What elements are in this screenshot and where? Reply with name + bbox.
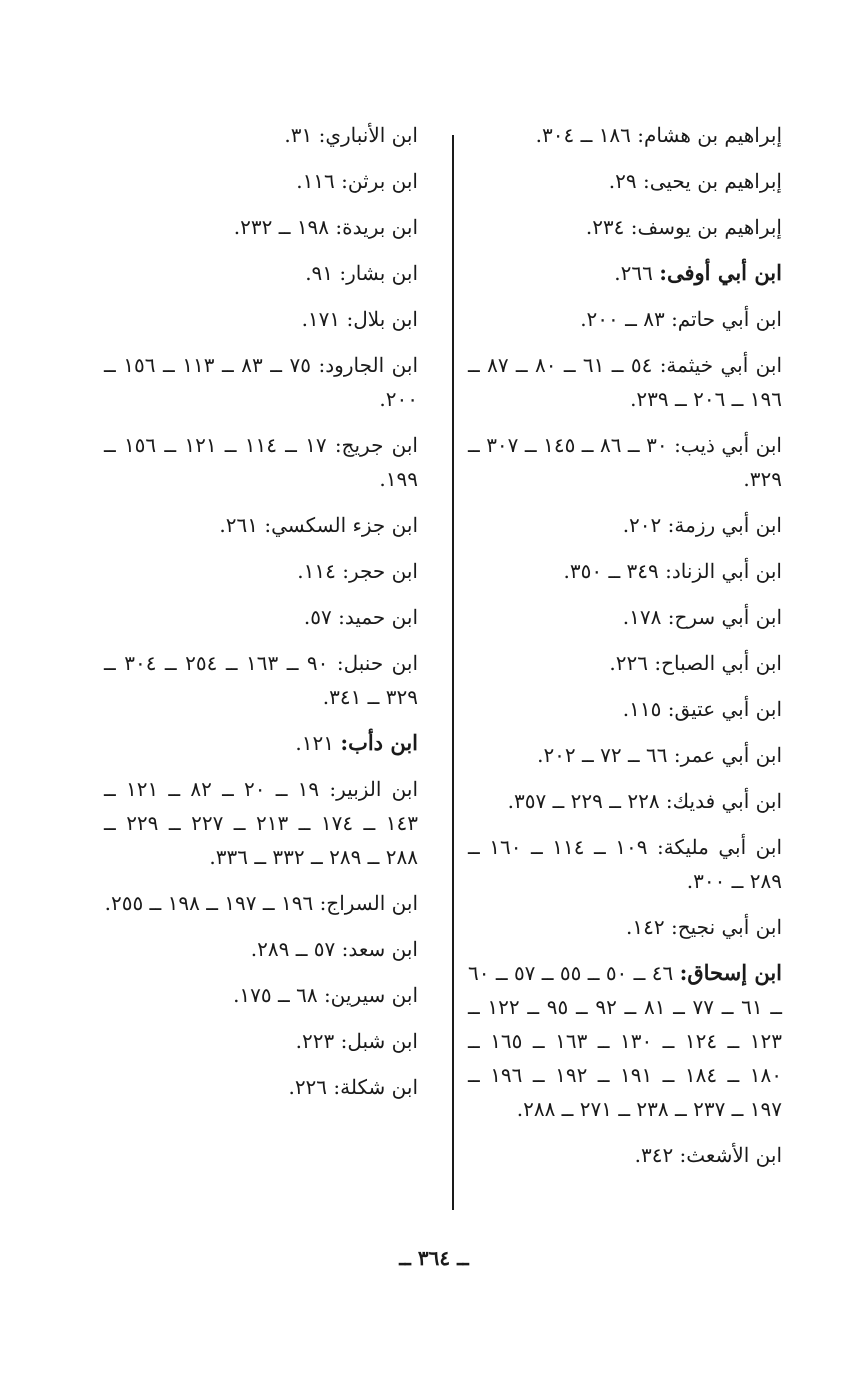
entry-page-refs: ١٩ ــ ٢٠ ــ ٨٢ ــ ١٢١ ــ ١٤٣ ــ ١٧٤ ــ ٢١٣ ــ ٢٢٧ ــ ٢٢٩ ــ ٢٨٨ ــ ٢٨٩ ــ ٣٣٢ ــ ٣٣٦. xyxy=(104,777,418,869)
column-divider xyxy=(452,135,454,1210)
index-entry xyxy=(468,784,782,818)
index-entry xyxy=(468,554,782,588)
entry-name: ابن سيرين: xyxy=(323,983,418,1007)
entry-name: ابن سعد: xyxy=(341,937,418,961)
index-entry xyxy=(468,956,782,1126)
entry-page-refs: ١٧٨. xyxy=(622,605,662,629)
index-entry xyxy=(104,646,418,714)
entry-page-refs: ٢٢٦. xyxy=(288,1075,328,1099)
index-entry xyxy=(104,428,418,496)
entry-name: ابن الجارود: xyxy=(318,353,419,377)
index-entry xyxy=(104,726,418,760)
entry-page-refs: ٩١. xyxy=(305,261,334,285)
entry-name: ابن جريج: xyxy=(334,433,418,457)
entry-name: ابن الأنباري: xyxy=(318,123,418,147)
entry-name: ابن شبل: xyxy=(340,1029,418,1053)
entry-page-refs: ٢٣٤. xyxy=(585,215,625,239)
entry-page-refs: ١٩٨ ــ ٢٣٢. xyxy=(233,215,330,239)
entry-name: ابن أبي فديك: xyxy=(665,789,782,813)
entry-name: ابن الأشعث: xyxy=(679,1143,782,1167)
entry-name: ابن الزبير: xyxy=(329,777,419,801)
index-entry xyxy=(468,164,782,198)
index-entry xyxy=(104,886,418,920)
entry-page-refs: ١٨٦ ــ ٣٠٤. xyxy=(535,123,631,147)
index-entry xyxy=(468,210,782,244)
entry-page-refs: ٢٦١. xyxy=(219,513,258,537)
index-entry xyxy=(468,302,782,336)
index-entry xyxy=(104,118,418,152)
entry-name: إبراهيم بن يوسف: xyxy=(630,215,782,239)
entry-page-refs: ٢٠٢. xyxy=(622,513,662,537)
index-entry xyxy=(468,256,782,290)
index-entry xyxy=(468,1138,782,1172)
index-entry xyxy=(468,508,782,542)
entry-name: إبراهيم بن هشام: xyxy=(637,123,782,147)
entry-name: ابن أبي رزمة: xyxy=(667,513,782,537)
index-entry xyxy=(468,118,782,152)
index-entry xyxy=(468,738,782,772)
entry-name: ابن أبي الصباح: xyxy=(654,651,782,675)
index-entry xyxy=(104,210,418,244)
entry-name: ابن أبي الزناد: xyxy=(665,559,782,583)
entry-name: ابن أبي أوفى: xyxy=(659,260,782,285)
entry-page-refs: ١٢١. xyxy=(295,731,334,755)
index-column-right xyxy=(468,118,782,1184)
entry-page-refs: ٢٢٨ ــ ٢٢٩ ــ ٣٥٧. xyxy=(507,789,660,813)
entry-page-refs: ٦٨ ــ ١٧٥. xyxy=(233,983,318,1007)
entry-page-refs: ١٠٩ ــ ١١٤ ــ ١٦٠ ــ ٢٨٩ ــ ٣٠٠. xyxy=(468,835,782,893)
entry-page-refs: ١٧ ــ ١١٤ ــ ١٢١ ــ ١٥٦ ــ ١٩٩. xyxy=(104,433,418,491)
index-column-left xyxy=(104,118,418,1116)
index-entry xyxy=(104,302,418,336)
entry-name: ابن بشار: xyxy=(339,261,418,285)
index-entry xyxy=(104,164,418,198)
entry-page-refs: ٩٠ ــ ١٦٣ ــ ٢٥٤ ــ ٣٠٤ ــ ٣٢٩ ــ ٣٤١. xyxy=(104,651,418,709)
entry-name: ابن إسحاق: xyxy=(679,960,783,985)
entry-page-refs: ٣٤٩ ــ ٣٥٠. xyxy=(563,559,659,583)
entry-page-refs: ١١٦. xyxy=(296,169,335,193)
entry-name: ابن أبي ذيب: xyxy=(674,433,782,457)
entry-page-refs: ٣٤٢. xyxy=(634,1143,674,1167)
entry-name: ابن حجر: xyxy=(342,559,418,583)
entry-page-refs: ٣٠ ــ ٨٦ ــ ١٤٥ ــ ٣٠٧ ــ ٣٢٩. xyxy=(468,433,782,491)
entry-page-refs: ١١٤. xyxy=(297,559,336,583)
index-entry xyxy=(104,600,418,634)
entry-page-refs: ٥٧ ــ ٢٨٩. xyxy=(250,937,336,961)
page-number: ــ ٣٦٤ ــ xyxy=(399,1246,469,1270)
entry-page-refs: ١٩٦ ــ ١٩٧ ــ ١٩٨ ــ ٢٥٥. xyxy=(104,891,314,915)
entry-page-refs: ٥٧. xyxy=(303,605,332,629)
entry-page-refs: ٢٩. xyxy=(608,169,637,193)
entry-name: ابن بلال: xyxy=(346,307,418,331)
entry-name: ابن جزء السكسي: xyxy=(264,513,418,537)
entry-name: إبراهيم بن يحيى: xyxy=(642,169,782,193)
entry-page-refs: ٦٦ ــ ٧٢ ــ ٢٠٢. xyxy=(537,743,668,767)
entry-name: ابن دأب: xyxy=(340,730,418,755)
entry-name: ابن أبي مليكة: xyxy=(656,835,782,859)
entry-page-refs: ٧٥ ــ ٨٣ ــ ١١٣ ــ ١٥٦ ــ ٢٠٠. xyxy=(104,353,418,411)
entry-name: ابن شكلة: xyxy=(333,1075,418,1099)
index-entry xyxy=(104,554,418,588)
entry-name: ابن أبي نجيح: xyxy=(670,915,782,939)
entry-page-refs: ١٧١. xyxy=(301,307,341,331)
index-entry xyxy=(468,428,782,496)
entry-page-refs: ١٤٢. xyxy=(626,915,665,939)
entry-name: ابن أبي حاتم: xyxy=(671,307,782,331)
entry-page-refs: ٤٦ ــ ٥٠ ــ ٥٥ ــ ٥٧ ــ ٦٠ ــ ٦١ ــ ٧٧ ــ ٨١ ــ ٩٢ ــ ٩٥ ــ ١٢٢ ــ ١٢٣ ــ ١٢٤ ــ ١٣٠ ــ ١٦٣ ــ ١٦٥ ــ ١٨٠ ــ ١٨٤ ــ ١٩١ ــ ١٩٢ ــ ١٩٦ ــ ١٩٧ ــ ٢٣٧ ــ ٢٣٨ ــ ٢٧١ ــ ٢٨٨. xyxy=(468,961,783,1121)
index-entry xyxy=(104,348,418,416)
index-entry xyxy=(104,508,418,542)
index-entry xyxy=(468,910,782,944)
entry-page-refs: ١١٥. xyxy=(622,697,662,721)
index-entry xyxy=(104,772,418,874)
index-entry xyxy=(468,646,782,680)
entry-name: ابن برثن: xyxy=(341,169,418,193)
index-entry xyxy=(468,348,782,416)
entry-name: ابن حنبل: xyxy=(336,651,419,675)
index-entry xyxy=(104,978,418,1012)
entry-name: ابن السراج: xyxy=(319,891,418,915)
index-entry xyxy=(468,830,782,898)
entry-page-refs: ٢٢٣. xyxy=(295,1029,335,1053)
entry-page-refs: ٨٣ ــ ٢٠٠. xyxy=(580,307,665,331)
entry-name: ابن حميد: xyxy=(338,605,418,629)
entry-name: ابن أبي سرح: xyxy=(667,605,782,629)
entry-page-refs: ٢٢٦. xyxy=(609,651,648,675)
index-entry xyxy=(468,600,782,634)
entry-name: ابن أبي عمر: xyxy=(673,743,782,767)
index-entry xyxy=(468,692,782,726)
entry-page-refs: ٣١. xyxy=(284,123,313,147)
entry-page-refs: ٢٦٦. xyxy=(614,261,653,285)
entry-name: ابن أبي خيثمة: xyxy=(659,353,782,377)
entry-name: ابن أبي عتيق: xyxy=(667,697,782,721)
entry-page-refs: ٥٤ ــ ٦١ ــ ٨٠ ــ ٨٧ ــ ١٩٦ ــ ٢٠٦ ــ ٢٣٩. xyxy=(468,353,782,411)
index-entry xyxy=(104,1024,418,1058)
entry-name: ابن بريدة: xyxy=(335,215,418,239)
index-entry xyxy=(104,1070,418,1104)
index-entry xyxy=(104,932,418,966)
index-entry xyxy=(104,256,418,290)
